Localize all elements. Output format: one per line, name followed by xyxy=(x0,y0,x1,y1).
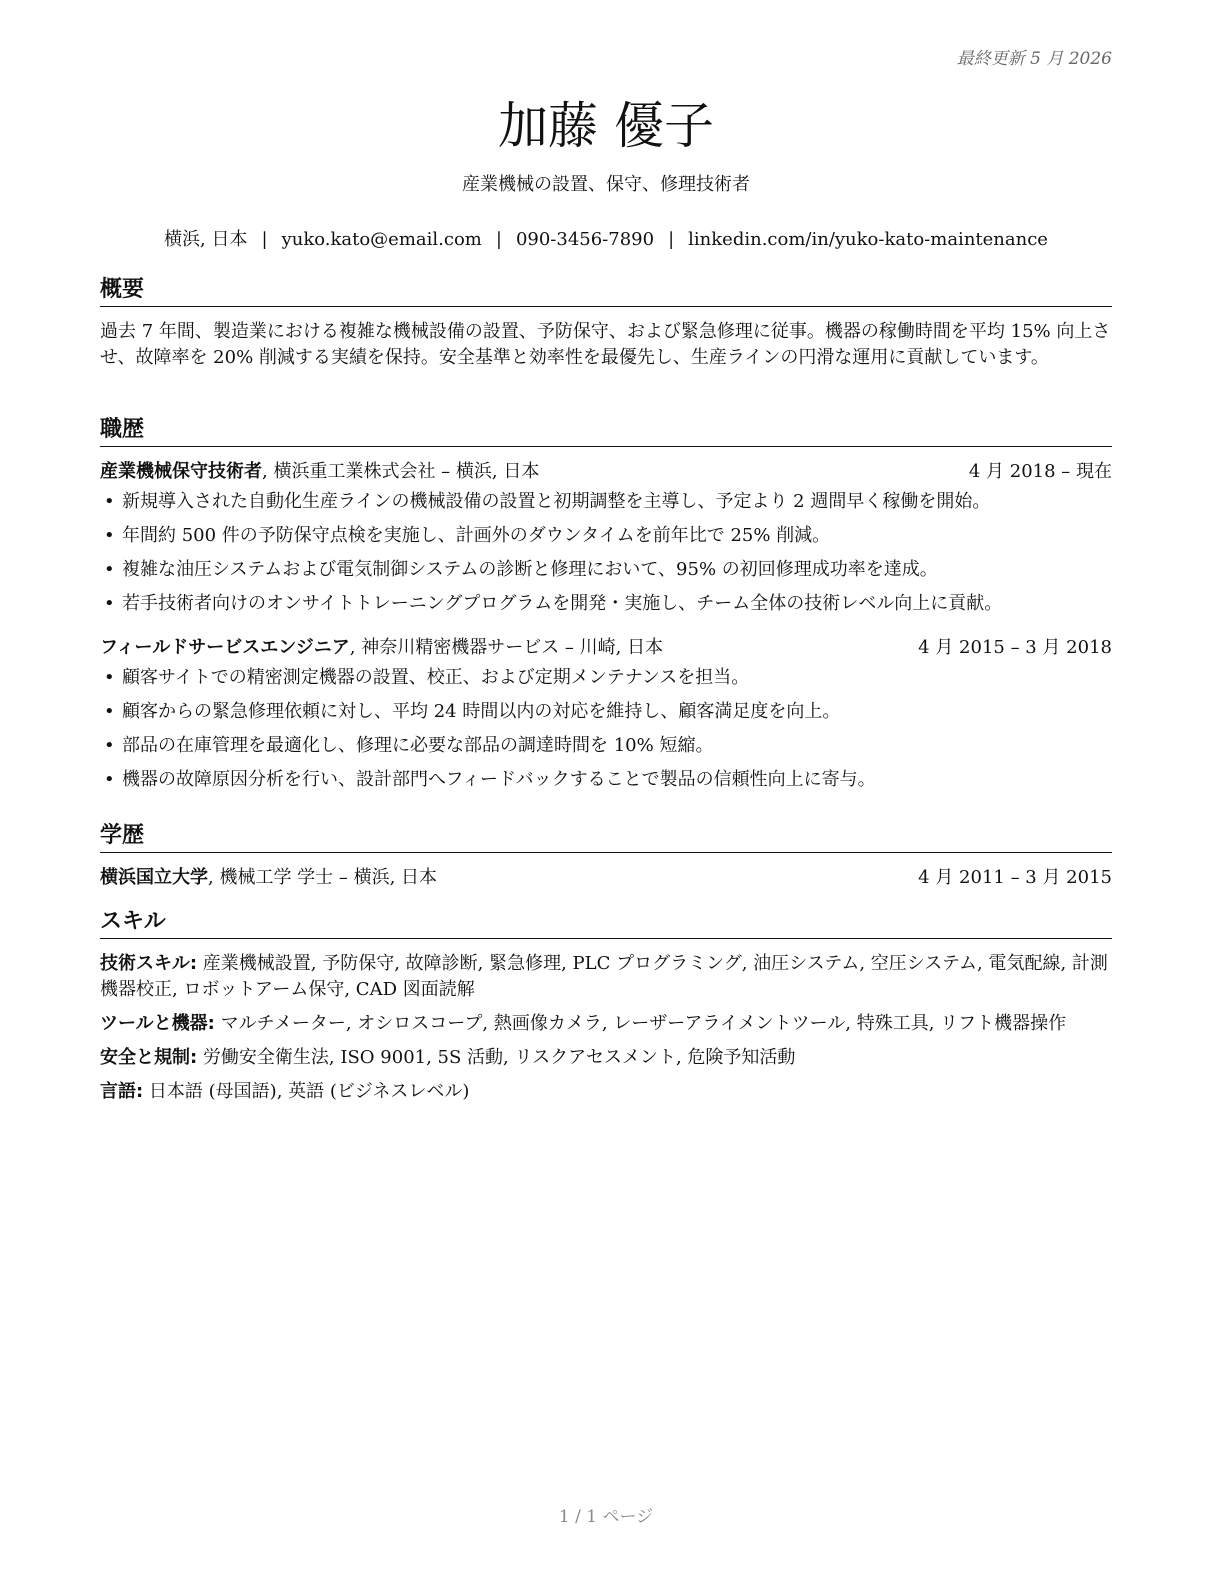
job-header xyxy=(100,459,1112,485)
bullet-icon: • xyxy=(104,701,115,722)
skill-label: 技術スキル: xyxy=(100,953,198,974)
contact-separator: | xyxy=(261,229,268,250)
education-school: 横浜国立大学 xyxy=(100,867,208,888)
job-dates: 4 月 2015 – 3 月 2018 xyxy=(918,637,1112,658)
bullet-icon: • xyxy=(104,593,115,614)
skill-line: 技術スキル: 産業機械設置, 予防保守, 故障診断, 緊急修理, PLC プログラミング, 油圧システム, 空圧システム, 電気配線, 計測機器校正, ロボットアーム保守, CAD 図面読解 xyxy=(100,953,1108,1000)
job-role: 産業機械保守技術者 xyxy=(100,461,262,482)
bullet-icon: • xyxy=(104,769,115,790)
list-item: • 若手技術者向けのオンサイトトレーニングプログラムを開発・実施し、チーム全体の技術レベル向上に貢献。 xyxy=(100,591,1112,617)
bullet-icon: • xyxy=(104,491,115,512)
skill-label: ツールと機器: xyxy=(100,1013,215,1034)
page-number: 1 / 1 ページ xyxy=(558,1507,654,1527)
job-company: , 横浜重工業株式会社 – 横浜, 日本 xyxy=(262,461,540,482)
bullet-icon: • xyxy=(104,667,115,688)
job-bullets xyxy=(100,489,1112,617)
contact-email[interactable]: yuko.kato@email.com xyxy=(281,229,482,250)
resume-page xyxy=(100,0,1112,1584)
list-item: • 顧客サイトでの精密測定機器の設置、校正、および定期メンテナンスを担当。 xyxy=(100,665,1112,691)
skill-line: 言語: 日本語 (母国語), 英語 (ビジネスレベル) xyxy=(100,1081,470,1102)
list-item: • 複雑な油圧システムおよび電気制御システムの診断と修理において、95% の初回修理成功率を達成。 xyxy=(100,557,1112,583)
candidate-name: 加藤 優子 xyxy=(498,97,714,155)
list-item: • 機器の故障原因分析を行い、設計部門へフィードバックすることで製品の信頼性向上に寄与。 xyxy=(100,767,1112,793)
job-bullets xyxy=(100,665,1112,793)
skill-label: 言語: xyxy=(100,1081,144,1102)
job-role: フィールドサービスエンジニア xyxy=(100,637,350,658)
experience-section xyxy=(100,416,1112,801)
job-dates: 4 月 2018 – 現在 xyxy=(968,461,1112,482)
contact-phone: 090-3456-7890 xyxy=(515,229,655,250)
contact-location: 横浜, 日本 xyxy=(164,229,248,250)
job-entry xyxy=(100,459,1112,617)
education-entry xyxy=(100,865,1112,891)
education-title: 学歴 xyxy=(100,822,1112,853)
list-item: • 部品の在庫管理を最適化し、修理に必要な部品の調達時間を 10% 短縮。 xyxy=(100,733,1112,759)
job-company: , 神奈川精密機器サービス – 川崎, 日本 xyxy=(349,637,664,658)
education-section xyxy=(100,822,1112,891)
summary-section xyxy=(100,276,1112,371)
skills-section xyxy=(100,908,1112,1113)
bullet-icon: • xyxy=(104,559,115,580)
contact-line xyxy=(100,225,1112,251)
skill-line: ツールと機器: マルチメーター, オシロスコープ, 熱画像カメラ, レーザーアライメントツール, 特殊工具, リフト機器操作 xyxy=(100,1013,1067,1034)
skill-label: 安全と規制: xyxy=(100,1047,198,1068)
bullet-icon: • xyxy=(104,735,115,756)
contact-separator: | xyxy=(668,229,675,250)
list-item: • 顧客からの緊急修理依頼に対し、平均 24 時間以内の対応を維持し、顧客満足度を向上。 xyxy=(100,699,1112,725)
education-degree: , 機械工学 学士 – 横浜, 日本 xyxy=(208,867,438,888)
education-dates: 4 月 2011 – 3 月 2015 xyxy=(918,867,1112,888)
list-item: • 年間約 500 件の予防保守点検を実施し、計画外のダウンタイムを前年比で 25% 削減。 xyxy=(100,523,1112,549)
summary-text: 過去 7 年間、製造業における複雑な機械設備の設置、予防保守、および緊急修理に従事。機器の稼働時間を平均 15% 向上させ、故障率を 20% 削減する実績を保持。安全基準と効率性を最優先し、生産ラインの円滑な運用に貢献しています。 xyxy=(100,321,1111,368)
contact-linkedin[interactable]: linkedin.com/in/yuko-kato-maintenance xyxy=(688,229,1048,250)
skill-line: 安全と規制: 労働安全衛生法, ISO 9001, 5S 活動, リスクアセスメント, 危険予知活動 xyxy=(100,1047,796,1068)
experience-title: 職歴 xyxy=(100,416,1112,447)
list-item: • 新規導入された自動化生産ラインの機械設備の設置と初期調整を主導し、予定より 2 週間早く稼働を開始。 xyxy=(100,489,1112,515)
last-updated: 最終更新 5 月 2026 xyxy=(956,49,1112,69)
contact-separator: | xyxy=(495,229,502,250)
summary-title: 概要 xyxy=(100,276,1112,307)
job-entry xyxy=(100,635,1112,793)
headline: 産業機械の設置、保守、修理技術者 xyxy=(462,174,750,195)
skills-title: スキル xyxy=(100,908,1112,939)
job-header xyxy=(100,635,1112,661)
bullet-icon: • xyxy=(104,525,115,546)
